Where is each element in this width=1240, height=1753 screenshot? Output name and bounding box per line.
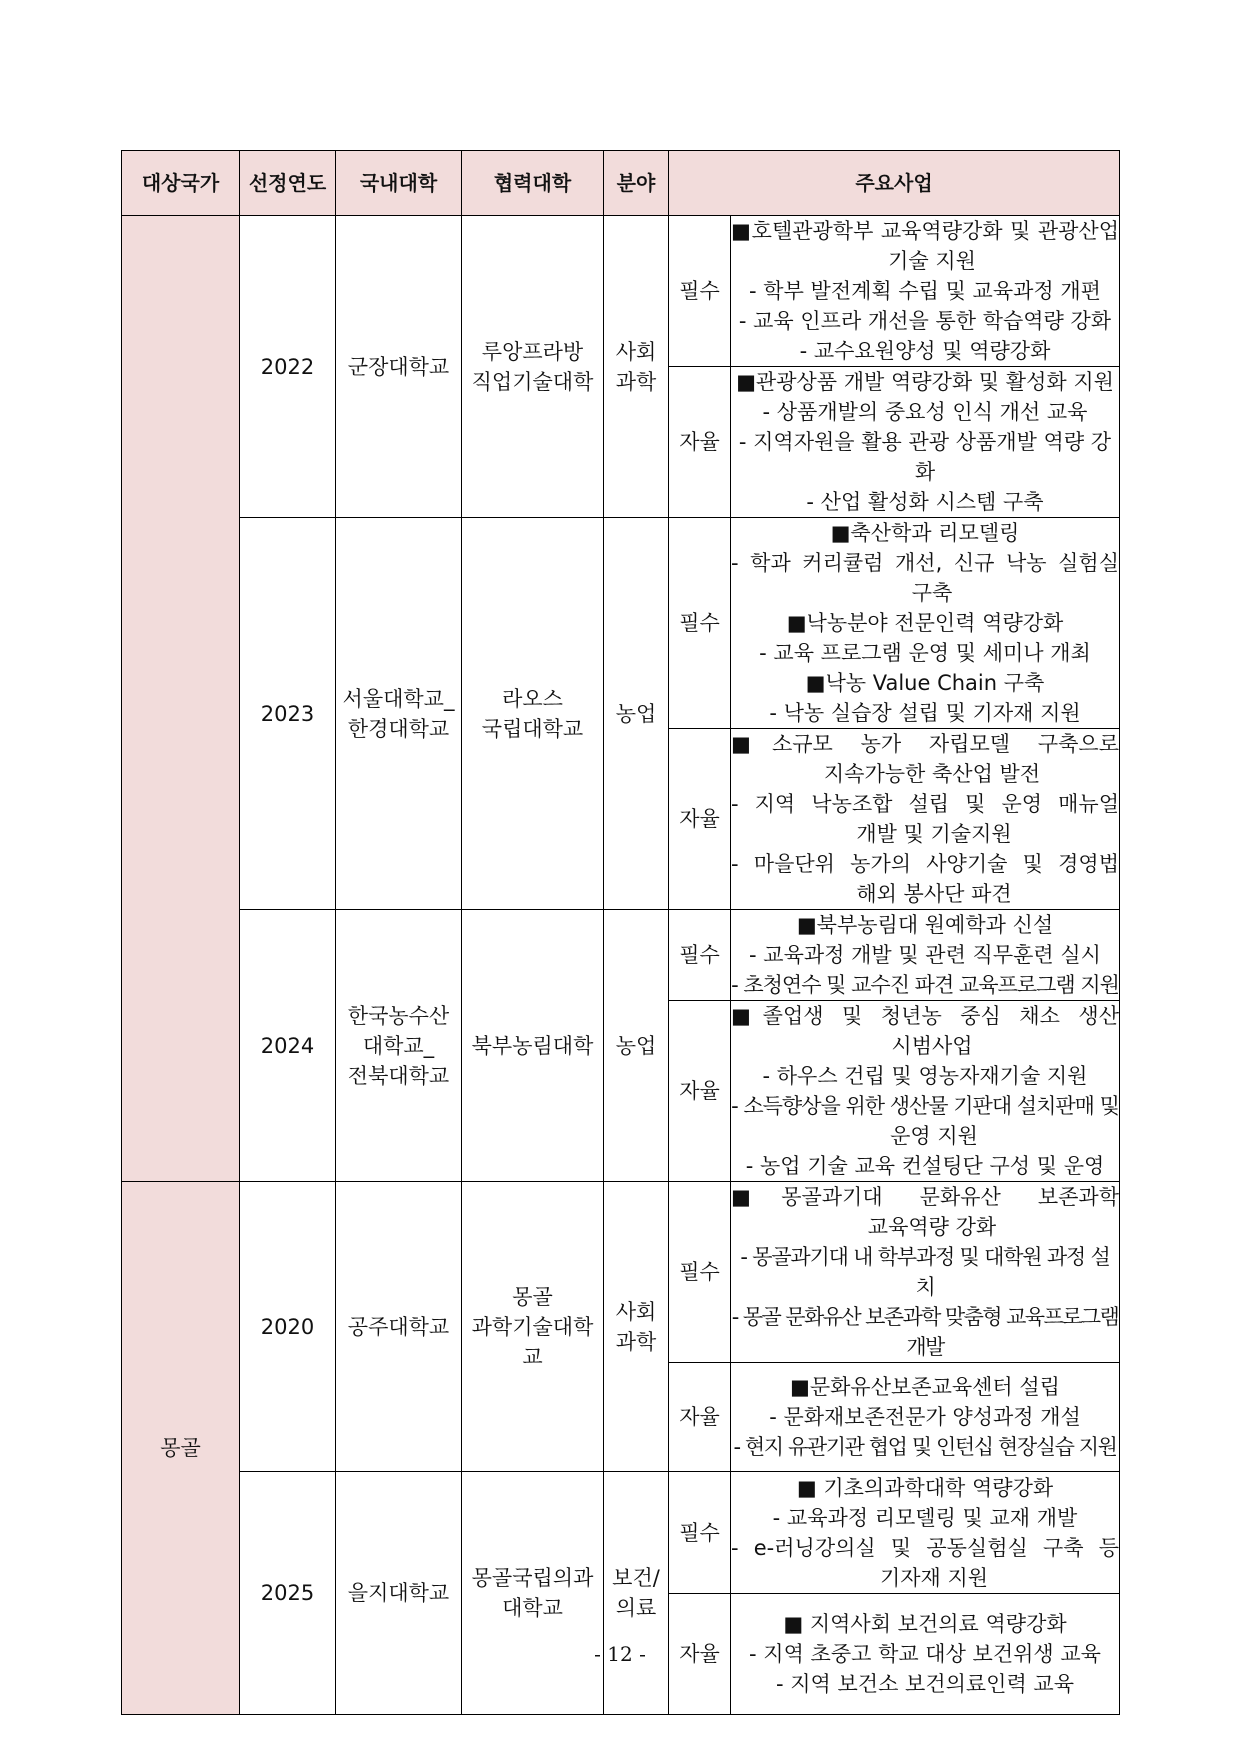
domestic-university-cell — [336, 216, 462, 518]
domestic-line: 군장대학교 — [347, 354, 450, 379]
field-cell — [604, 910, 669, 1182]
project-line: - 몽골 문화유산 보존과학 맞춤형 교육프로그램 개발 — [731, 1305, 1119, 1359]
project-line: 교육역량 강화 — [867, 1215, 997, 1239]
header-partner-university: 협력대학 — [462, 151, 604, 216]
project-line: - 학부 발전계획 수립 및 교육과정 개편 — [749, 279, 1101, 303]
domestic-line: 공주대학교 — [347, 1314, 450, 1339]
project-line: ■소규모 농가 자립모델 구축으로 — [731, 732, 1119, 756]
year-cell: 2025 — [240, 1472, 336, 1715]
domestic-university-cell — [336, 518, 462, 910]
required-label: 필수 — [669, 910, 731, 1001]
domestic-line: 대학교_ — [362, 1033, 435, 1058]
header-main-projects: 주요사업 — [669, 151, 1120, 216]
table-row — [122, 216, 1120, 367]
project-line: - 문화재보존전문가 양성과정 개설 — [769, 1405, 1081, 1429]
partner-university-cell — [462, 1182, 604, 1472]
domestic-university-cell — [336, 1472, 462, 1715]
country-cell — [122, 216, 240, 1182]
project-line: - 지역 보건소 보건의료인력 교육 — [776, 1672, 1074, 1696]
project-line: ■북부농림대 원예학과 신설 — [796, 913, 1054, 937]
project-line: ■축산학과 리모델링 — [830, 521, 1020, 545]
optional-projects — [731, 1363, 1120, 1472]
required-projects — [731, 1472, 1120, 1594]
optional-projects — [731, 367, 1120, 518]
partner-line: 북부농림대학 — [471, 1033, 594, 1058]
project-line: 구축 — [911, 581, 953, 605]
domestic-university-cell — [336, 910, 462, 1182]
project-line: - 초청연수 및 교수진 파견 교육프로그램 지원 — [731, 973, 1119, 997]
optional-label: 자율 — [669, 729, 731, 910]
project-line: ■ 지역사회 보건의료 역량강화 — [783, 1612, 1067, 1636]
project-line: - 산업 활성화 시스템 구축 — [806, 490, 1044, 514]
project-line: ■관광상품 개발 역량강화 및 활성화 지원 — [736, 370, 1114, 394]
optional-label: 자율 — [669, 1363, 731, 1472]
project-line: 시범사업 — [891, 1034, 973, 1058]
required-label: 필수 — [669, 1472, 731, 1594]
year-cell: 2022 — [240, 216, 336, 518]
project-line: - 마을단위 농가의 사양기술 및 경영법 — [731, 852, 1119, 876]
project-line: - 교육과정 개발 및 관련 직무훈련 실시 — [749, 943, 1101, 967]
field-cell — [604, 1182, 669, 1472]
partner-university-cell — [462, 1472, 604, 1715]
year-cell: 2023 — [240, 518, 336, 910]
project-line: - 현지 유관기관 협업 및 인턴십 현장실습 지원 — [733, 1435, 1117, 1459]
field-line: 과학 — [615, 369, 657, 394]
table-row — [122, 910, 1120, 1001]
domestic-line: 서울대학교_ — [342, 686, 455, 711]
project-line: - 하우스 건립 및 영농자재기술 지원 — [762, 1064, 1088, 1088]
field-line: 농업 — [615, 701, 657, 726]
page-number: - 12 - — [594, 1642, 646, 1666]
partner-line: 대학교 — [502, 1596, 563, 1620]
header-domestic-university: 국내대학 — [336, 151, 462, 216]
optional-label: 자율 — [669, 1001, 731, 1182]
partner-university-cell — [462, 216, 604, 518]
field-line: 과학 — [615, 1329, 657, 1354]
partner-university-cell — [462, 518, 604, 910]
project-line: - 교수요원양성 및 역량강화 — [799, 339, 1051, 363]
partner-university-cell — [462, 910, 604, 1182]
field-line: 농업 — [615, 1033, 657, 1058]
header-year: 선정연도 — [240, 151, 336, 216]
required-projects — [731, 910, 1120, 1001]
project-line: - 낙농 실습장 설립 및 기자재 지원 — [769, 701, 1081, 725]
field-cell — [604, 216, 669, 518]
project-line: - 학과 커리큘럼 개선, 신규 낙농 실험실 — [731, 551, 1119, 575]
domestic-university-cell — [336, 1182, 462, 1472]
domestic-line: 한경대학교 — [347, 716, 450, 741]
project-line: 운영 지원 — [890, 1124, 978, 1148]
domestic-line: 한국농수산 — [347, 1003, 450, 1028]
partner-line: 라오스 — [502, 686, 563, 711]
project-line: ■졸업생 및 청년농 중심 채소 생산 — [731, 1004, 1119, 1028]
project-line: ■낙농 Value Chain 구축 — [805, 671, 1045, 695]
field-cell — [604, 518, 669, 910]
project-line: 기자재 지원 — [879, 1565, 989, 1590]
table-row — [122, 518, 1120, 729]
project-line: - 지역 낙농조합 설립 및 운영 매뉴얼 — [731, 792, 1119, 816]
field-line: 사회 — [615, 1299, 657, 1324]
header-country: 대상국가 — [122, 151, 240, 216]
domestic-line: 을지대학교 — [347, 1581, 450, 1605]
project-line: ■문화유산보존교육센터 설립 — [790, 1375, 1060, 1399]
project-line: - e-러닝강의실 및 공동실험실 구축 등 — [731, 1535, 1119, 1560]
partner-line: 국립대학교 — [481, 716, 584, 741]
table-row — [122, 1182, 1120, 1363]
project-line: 지속가능한 축산업 발전 — [823, 762, 1041, 786]
required-projects — [731, 216, 1120, 367]
project-line: - 소득향상을 위한 생산물 기판대 설치판매 및 — [731, 1094, 1119, 1118]
project-line: - 지역 초중고 학교 대상 보건위생 교육 — [749, 1642, 1101, 1666]
field-cell — [604, 1472, 669, 1715]
header-row — [122, 151, 1120, 216]
field-line: 보건/ — [612, 1566, 660, 1590]
partner-line: 루앙프라방 — [481, 339, 584, 364]
optional-projects — [731, 729, 1120, 910]
required-projects — [731, 518, 1120, 729]
project-line: - 교육 프로그램 운영 및 세미나 개최 — [759, 641, 1091, 665]
required-projects — [731, 1182, 1120, 1363]
optional-projects — [731, 1001, 1120, 1182]
project-line: 해외 봉사단 파견 — [856, 882, 1012, 906]
optional-label: 자율 — [669, 1594, 731, 1715]
required-label: 필수 — [669, 216, 731, 367]
project-line: - 지역자원을 활용 관광 상품개발 역량 강화 — [738, 430, 1112, 484]
year-cell: 2020 — [240, 1182, 336, 1472]
partner-line: 직업기술대학 — [471, 369, 594, 394]
project-line: - 몽골과기대 내 학부과정 및 대학원 과정 설치 — [740, 1245, 1110, 1299]
field-line: 의료 — [615, 1596, 657, 1620]
table-row — [122, 1472, 1120, 1594]
partner-line: 몽골국립의과 — [471, 1566, 594, 1590]
project-line: ■ 기초의과학대학 역량강화 — [796, 1475, 1054, 1500]
project-line: - 상품개발의 중요성 인식 개선 교육 — [762, 400, 1088, 424]
header-field: 분야 — [604, 151, 669, 216]
required-label: 필수 — [669, 518, 731, 729]
required-label: 필수 — [669, 1182, 731, 1363]
project-line: - 교육 인프라 개선을 통한 학습역량 강화 — [738, 309, 1112, 333]
project-line: ■호텔관광학부 교육역량강화 및 관광산업 — [731, 219, 1119, 243]
optional-label: 자율 — [669, 367, 731, 518]
project-table — [121, 150, 1120, 1715]
field-line: 사회 — [615, 339, 657, 364]
project-line: 개발 및 기술지원 — [856, 822, 1012, 846]
year-cell: 2024 — [240, 910, 336, 1182]
project-line: ■낙농분야 전문인력 역량강화 — [786, 611, 1064, 635]
project-line: - 농업 기술 교육 컨설팅단 구성 및 운영 — [745, 1154, 1105, 1178]
partner-line: 몽골 — [512, 1284, 553, 1309]
domestic-line: 전북대학교 — [347, 1063, 450, 1088]
project-line: - 교육과정 리모델링 및 교재 개발 — [772, 1505, 1078, 1530]
project-line: 기술 지원 — [888, 249, 976, 273]
country-cell: 몽골 — [122, 1182, 240, 1715]
partner-line: 과학기술대학교 — [471, 1314, 594, 1369]
project-line: ■몽골과기대 문화유산 보존과학 — [731, 1185, 1119, 1209]
